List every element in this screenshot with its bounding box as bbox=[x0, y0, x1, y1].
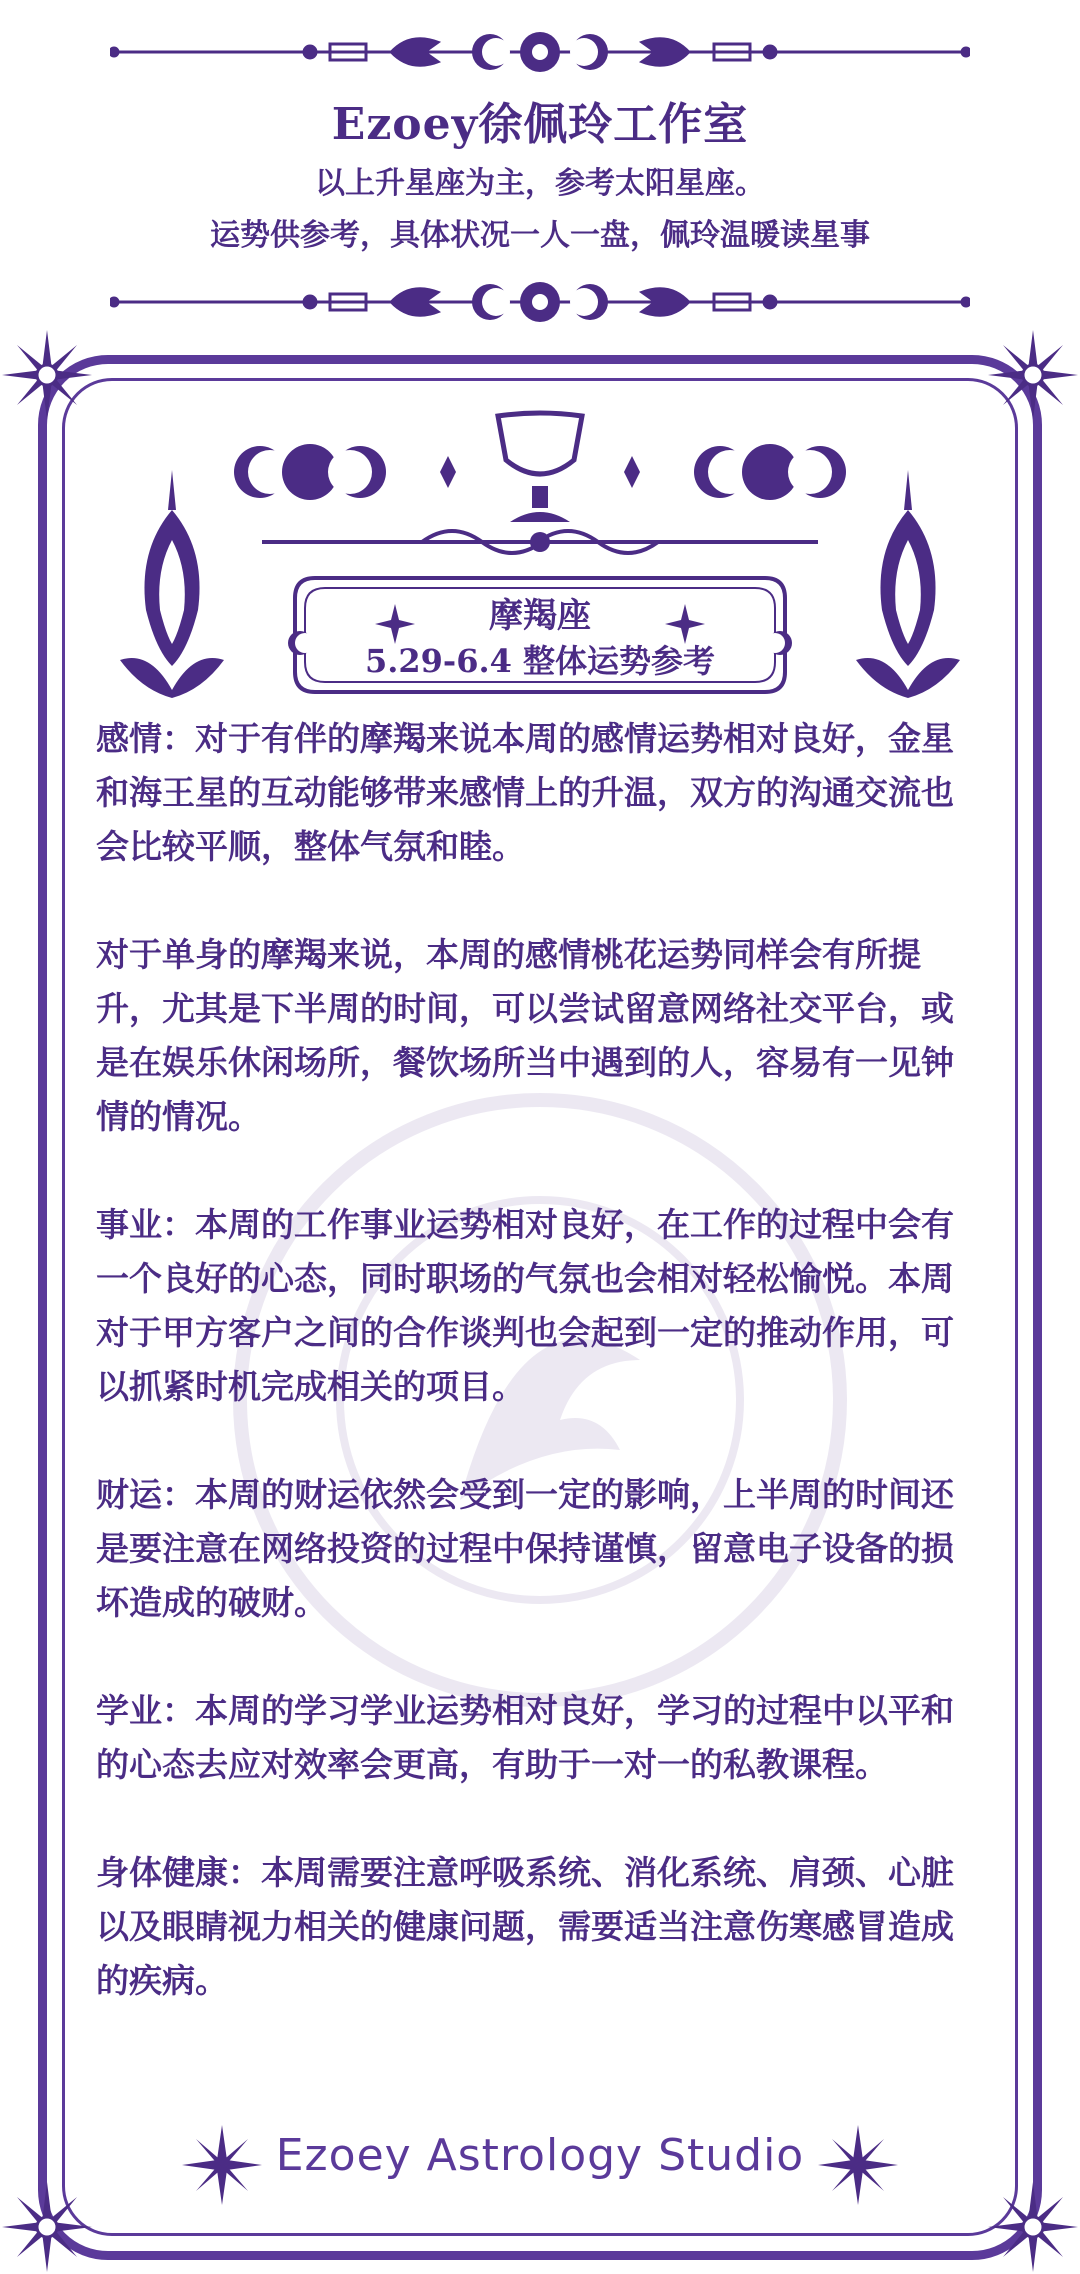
corner-star-icon bbox=[2, 330, 92, 420]
subtitle-line-2: 运势供参考，具体状况一人一盘，佩玲温暖读星事 bbox=[210, 218, 870, 253]
sign-date-range: 5.29-6.4 整体运势参考 bbox=[364, 642, 716, 680]
horoscope-content bbox=[96, 712, 976, 2008]
section-health: 身体健康：本周需要注意呼吸系统、消化系统、肩颈、心脏以及眼睛视力相关的健康问题，需要适当注意伤寒感冒造成的疾病。 bbox=[96, 1853, 954, 2000]
studio-title: Ezoey徐佩玲工作室 bbox=[331, 99, 749, 150]
footer-studio-name: Ezoey Astrology Studio bbox=[275, 2130, 805, 2181]
corner-star-icon bbox=[988, 2182, 1078, 2272]
sign-name: 摩羯座 bbox=[489, 596, 591, 636]
corner-star-icon bbox=[2, 2182, 92, 2272]
section-wealth: 财运：本周的财运依然会受到一定的影响，上半周的时间还是要注意在网络投资的过程中保持谨慎，留意电子设备的损坏造成的破财。 bbox=[96, 1475, 954, 1622]
corner-star-icon bbox=[988, 330, 1078, 420]
header-ornament-bottom bbox=[110, 272, 970, 332]
section-study: 学业：本周的学习学业运势相对良好，学习的过程中以平和的心态去应对效率会更高，有助于一对一的私教课程。 bbox=[96, 1691, 954, 1784]
section-love-couples: 感情：对于有伴的摩羯来说本周的感情运势相对良好，金星和海王星的互动能够带来感情上的升温，双方的沟通交流也会比较平顺，整体气氛和睦。 bbox=[96, 719, 954, 866]
scroll-divider-ornament bbox=[262, 520, 818, 564]
header-ornament-top bbox=[110, 22, 970, 82]
moon-chalice-ornament bbox=[230, 410, 850, 530]
section-career: 事业：本周的工作事业运势相对良好，在工作的过程中会有一个良好的心态，同时职场的气氛也会相对轻松愉悦。本周对于甲方客户之间的合作谈判也会起到一定的推动作用，可以抓紧时机完成相关的项目。 bbox=[96, 1205, 954, 1406]
subtitle-line-1: 以上升星座为主，参考太阳星座。 bbox=[315, 166, 765, 201]
section-love-singles: 对于单身的摩羯来说，本周的感情桃花运势同样会有所提升，尤其是下半周的时间，可以尝试留意网络社交平台，或是在娱乐休闲场所，餐饮场所当中遇到的人，容易有一见钟情的情况。 bbox=[96, 935, 954, 1136]
